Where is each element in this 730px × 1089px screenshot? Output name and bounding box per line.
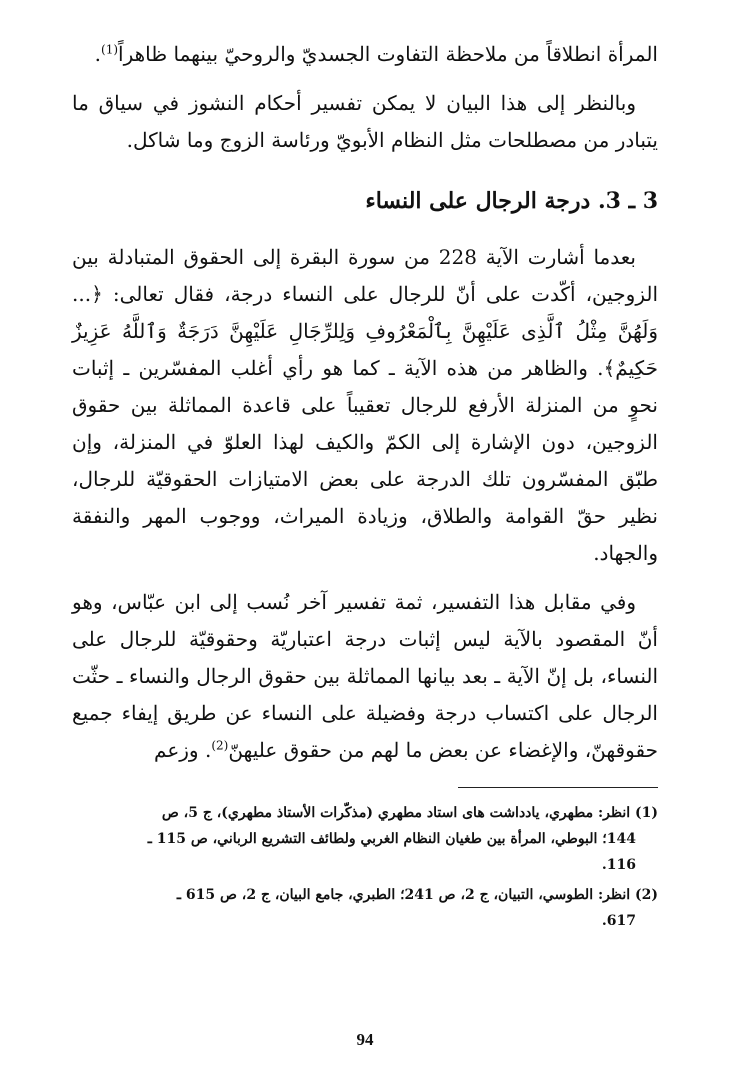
footnote-2-line-2: 617.: [601, 913, 636, 929]
paragraph-3-intro: بعدما أشارت الآية 228 من سورة البقرة إلى الحقوق المتبادلة بين الزوجين، أكّدت على أنّ للرجال على النساء درجة، فقال تعالى:: [72, 245, 659, 306]
footnote-2-number: (2): [635, 887, 658, 903]
footnote-1-line-2: 144؛ البوطي، المرأة بين طغيان النظام الغربي ولطائف التشريع الرباني، ص 115 ـ: [147, 831, 636, 847]
footnote-1-line-3: 116.: [601, 857, 636, 873]
paragraph-1: [72, 36, 658, 73]
footnote-2: [72, 882, 658, 934]
quran-verse: ﴿... وَلَهُنَّ مِثْلُ ٱلَّذِى عَلَيْهِنَّ بِٱلْمَعْرُوفِ وَلِلرِّجَالِ عَلَيْهِنَّ دَرَجَةٌ وَٱللَّهُ عَزِيزٌ حَكِيمٌ﴾.: [72, 282, 658, 380]
paragraph-2: وبالنظر إلى هذا البيان لا يمكن تفسير أحكام النشوز في سياق ما يتبادر من مصطلحات مثل النظام الأبويّ ورئاسة الزوج وما شاكل.: [72, 91, 658, 152]
footnote-1-number: (1): [635, 805, 658, 821]
footnote-ref-1: (1): [101, 42, 119, 57]
page-number: 94: [356, 1030, 374, 1049]
section-heading: 3 ـ 3. درجة الرجال على النساء: [365, 188, 658, 214]
footnote-ref-2: (2): [211, 738, 229, 753]
paragraph-3-rest: والظاهر من هذه الآية ـ كما هو رأي أغلب المفسّرين ـ إثبات نحوٍ من المنزلة الأرفع للرجال تعقيباً على قاعدة المماثلة بين حقوق الزوجين، دون الإشارة إلى الكمّ والكيف لهذا العلوّ في المنزلة، وإن طبّق المفسّرون تلك الدرجة على بعض الامتيازات الحقوقيّة للرجال، نظير حقّ القوامة والطلاق، وزيادة الميراث، ووجوب المهر والنفقة والجهاد.: [72, 356, 658, 565]
paragraph-4-text: وفي مقابل هذا التفسير، ثمة تفسير آخر نُسب إلى ابن عبّاس، وهو أنّ المقصود بالآية ليس إثبات درجة اعتباريّة وحقوقيّة للرجال على النساء، بل إنّ الآية ـ بعد بيانها المماثلة بين حقوق الرجال والنساء ـ حثّت الرجال على اكتساب درجة وفضيلة على النساء عن طريق إيفاء جميع حقوقهنّ، والإغضاء عن بعض ما لهم من حقوق عليهنّ: [72, 590, 658, 762]
paragraph-4-end: . وزعم: [154, 738, 212, 762]
paragraph-1-end: .: [94, 42, 101, 66]
footnote-1-line-1: انظر: مطهري، يادداشت هاى استاد مطهري (مذكّرات الأستاذ مطهري)، ج 5، ص: [161, 805, 631, 821]
footnote-1: [72, 800, 658, 878]
paragraph-4: [72, 584, 658, 769]
footnote-2-line-1: انظر: الطوسي، التبيان، ج 2، ص 241؛ الطبري، جامع البيان، ج 2، ص 615 ـ: [176, 887, 631, 903]
footnote-separator: [458, 787, 658, 788]
paragraph-1-text: المرأة انطلاقاً من ملاحظة التفاوت الجسديّ والروحيّ بينهما ظاهراً: [118, 42, 658, 66]
paragraph-3: [72, 239, 658, 572]
